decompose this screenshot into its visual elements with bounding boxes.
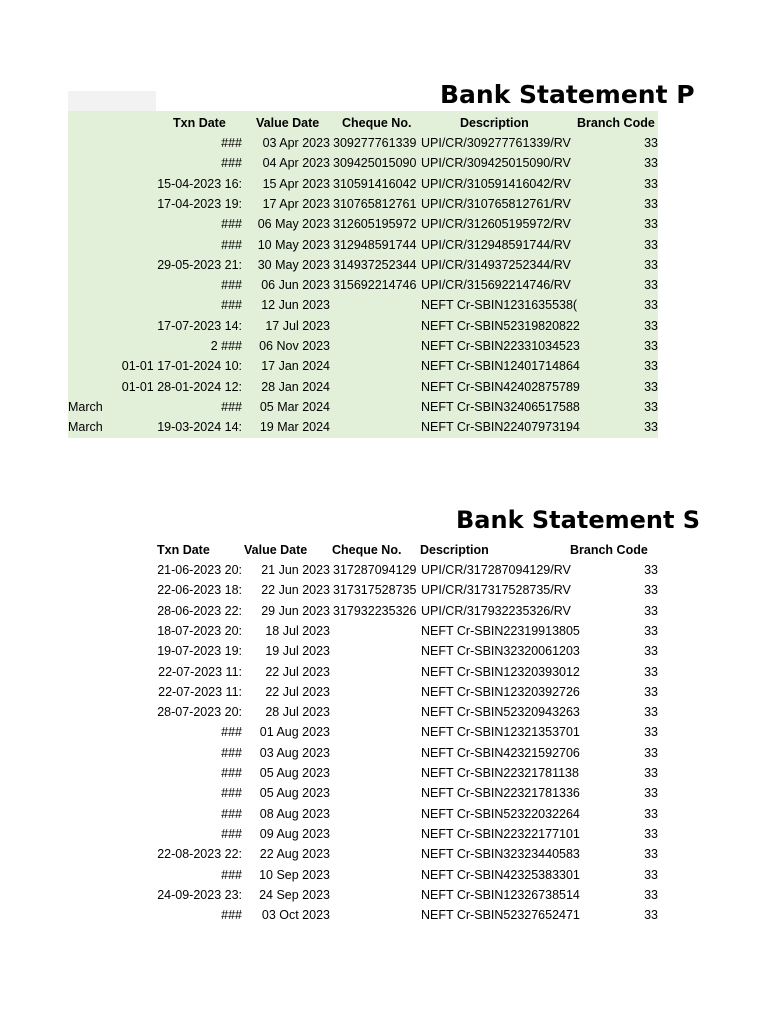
cell-branch-code: 33 [644,420,658,435]
cell-txn-date: 01-01 28-01-2024 12: [121,379,242,394]
table-row[interactable] [68,275,658,295]
table-row[interactable] [68,601,658,621]
cell-value-date: 10 Sep 2023 [259,867,330,882]
cell-value-date: 30 May 2023 [257,257,330,272]
cell-value-date: 18 Jul 2023 [265,623,330,638]
cell-value-date: 28 Jan 2024 [261,379,330,394]
cell-txn-date: ### [221,156,242,171]
cell-branch-code: 33 [644,623,658,638]
cell-description: UPI/CR/309277761339/RV [421,136,571,150]
cell-branch-code: 33 [644,136,658,150]
table-row[interactable] [68,722,658,742]
cell-branch-code: 33 [644,156,658,171]
table-row[interactable] [68,174,658,194]
cell-branch-code: 33 [644,908,658,923]
cell-txn-date: 17-04-2023 19: [157,196,242,211]
cell-value-date: 24 Sep 2023 [259,887,330,902]
table-row[interactable] [68,356,658,376]
cell-description: UPI/CR/317932235326/RV [421,603,571,618]
cell-value-date: 01 Aug 2023 [259,725,330,740]
cell-branch-code: 33 [644,745,658,760]
cell-description: NEFT Cr-SBIN52322032264 [421,806,580,821]
section-title: Bank Statement S [456,506,701,534]
table-row[interactable] [68,763,658,783]
cell-branch-code: 33 [644,867,658,882]
cell-value-date: 17 Jan 2024 [261,359,330,374]
table-row[interactable] [68,743,658,763]
table-row[interactable] [68,560,658,580]
cell-txn-date: 2 ### [210,339,242,353]
cell-branch-code: 33 [644,766,658,780]
cell-description: NEFT Cr-SBIN22322177101 [421,826,580,841]
cell-txn-date: 15-04-2023 16: [157,176,242,191]
table-row[interactable] [68,397,658,417]
cell-branch-code: 33 [644,644,658,659]
table-row[interactable] [68,417,658,437]
cell-branch-code: 33 [644,359,658,374]
cell-txn-date: 28-07-2023 20: [157,705,242,720]
cell-txn-date: 24-09-2023 23: [157,887,242,902]
cell-txn-date: 22-06-2023 18: [157,583,242,598]
cell-value-date: 06 Nov 2023 [259,339,330,353]
cell-value-date: 05 Mar 2024 [259,399,330,414]
cell-branch-code: 33 [644,379,658,394]
cell-label: March [68,420,103,435]
cell-description: NEFT Cr-SBIN42321592706 [421,745,580,760]
cell-branch-code: 33 [644,298,658,313]
cell-branch-code: 33 [644,806,658,821]
cell-txn-date: ### [221,237,242,252]
table-row[interactable] [68,316,658,336]
table-row[interactable] [68,214,658,234]
table-row[interactable] [68,865,658,885]
cell-value-date: 03 Oct 2023 [261,908,330,923]
cell-branch-code: 33 [644,318,658,333]
cell-value-date: 09 Aug 2023 [259,826,330,841]
cell-branch-code: 33 [644,705,658,720]
cell-value-date: 05 Aug 2023 [259,786,330,801]
cell-value-date: 17 Apr 2023 [262,196,330,211]
cell-value-date: 22 Jun 2023 [261,583,330,598]
table-row[interactable] [68,621,658,641]
cell-txn-date: 22-07-2023 11: [158,664,242,679]
cell-description: UPI/CR/312948591744/RV [421,237,571,252]
cell-value-date: 29 Jun 2023 [261,603,330,618]
cell-txn-date: 22-08-2023 22: [157,847,242,862]
table-row[interactable] [68,336,658,356]
table-row[interactable] [68,255,658,275]
cell-branch-code: 33 [644,196,658,211]
cell-description: NEFT Cr-SBIN52319820822 [421,318,580,333]
cell-cheque-no: 317932235326 [333,603,417,618]
cell-value-date: 28 Jul 2023 [265,705,330,720]
header-cheque-no: Cheque No. [342,116,412,130]
cell-description: NEFT Cr-SBIN22321781138 [421,766,579,780]
cell-description: UPI/CR/309425015090/RV [421,156,571,171]
cell-label: March [68,399,103,414]
cell-txn-date: 21-06-2023 20: [157,563,242,577]
cell-branch-code: 33 [644,887,658,902]
cell-txn-date: ### [221,745,242,760]
section-title: Bank Statement P [440,80,695,109]
cell-value-date: 21 Jun 2023 [261,563,330,577]
cell-description: UPI/CR/314937252344/RV [421,257,571,272]
cell-txn-date: ### [221,136,242,150]
table-row[interactable] [68,783,658,803]
cell-txn-date: 29-05-2023 21: [157,257,242,272]
cell-txn-date: ### [221,217,242,232]
header-description: Description [420,543,489,557]
cell-txn-date: ### [221,908,242,923]
table-row[interactable] [68,804,658,824]
cell-value-date: 06 May 2023 [257,217,330,232]
cell-txn-date: 19-07-2023 19: [157,644,242,659]
cell-txn-date: ### [221,399,242,414]
cell-value-date: 19 Mar 2024 [259,420,330,435]
cell-value-date: 06 Jun 2023 [261,278,330,293]
cell-value-date: 08 Aug 2023 [259,806,330,821]
cell-description: UPI/CR/312605195972/RV [421,217,571,232]
cell-value-date: 03 Apr 2023 [262,136,330,150]
cell-description: NEFT Cr-SBIN32320061203 [421,644,580,659]
table-row[interactable] [68,153,658,173]
cell-branch-code: 33 [644,725,658,740]
cell-txn-date: ### [221,786,242,801]
cell-description: NEFT Cr-SBIN52327652471 [421,908,580,923]
cell-value-date: 22 Jul 2023 [265,684,330,699]
cell-description: NEFT Cr-SBIN32406517588 [421,399,580,414]
cell-branch-code: 33 [644,278,658,293]
cell-description: NEFT Cr-SBIN42325383301 [421,867,580,882]
cell-description: UPI/CR/315692214746/RV [421,278,571,293]
table-row[interactable] [68,824,658,844]
table-row[interactable] [68,885,658,905]
header-value-date: Value Date [244,543,308,557]
table-row[interactable] [68,377,658,397]
cell-branch-code: 33 [644,237,658,252]
cell-description: NEFT Cr-SBIN12326738514 [421,887,580,902]
table-row[interactable] [68,580,658,600]
cell-txn-date: ### [221,278,242,293]
cell-branch-code: 33 [644,847,658,862]
cell-value-date: 17 Jul 2023 [265,318,330,333]
cell-cheque-no: 317287094129 [333,563,417,577]
cell-txn-date: 22-07-2023 11: [158,684,242,699]
header-value-date: Value Date [256,116,320,130]
cell-description: UPI/CR/317287094129/RV [421,563,571,577]
table-row[interactable] [68,295,658,315]
cell-txn-date: ### [221,298,242,313]
cell-cheque-no: 312605195972 [333,217,417,232]
header-branch-code: Branch Code [577,116,655,130]
cell-value-date: 04 Apr 2023 [262,156,330,171]
table-row[interactable] [68,844,658,864]
table-header [68,113,658,133]
header-cheque-no: Cheque No. [332,543,402,557]
cell-description: NEFT Cr-SBIN12320392726 [421,684,580,699]
table-header [68,540,658,560]
cell-value-date: 05 Aug 2023 [259,766,330,780]
cell-cheque-no: 309425015090 [333,156,417,171]
cell-branch-code: 33 [644,786,658,801]
header-txn-date: Txn Date [173,116,226,130]
cell-txn-date: ### [221,766,242,780]
cell-description: NEFT Cr-SBIN22319913805 [421,623,580,638]
cell-txn-date: 19-03-2024 14: [157,420,242,435]
cell-cheque-no: 314937252344 [333,257,417,272]
cell-description: NEFT Cr-SBIN52320943263 [421,705,580,720]
cell-description: NEFT Cr-SBIN42402875789 [421,379,580,394]
cell-branch-code: 33 [644,399,658,414]
table-row[interactable] [68,905,658,925]
table-row[interactable] [68,662,658,682]
header-description: Description [460,116,529,130]
header-branch-code: Branch Code [570,543,648,557]
table-row[interactable] [68,133,658,153]
cell-description: NEFT Cr-SBIN22407973194 [421,420,580,435]
cell-branch-code: 33 [644,257,658,272]
cell-txn-date: 28-06-2023 22: [157,603,242,618]
cell-txn-date: ### [221,725,242,740]
cell-branch-code: 33 [644,563,658,577]
cell-branch-code: 33 [644,583,658,598]
cell-branch-code: 33 [644,603,658,618]
cell-branch-code: 33 [644,217,658,232]
cell-cheque-no: 309277761339 [333,136,417,150]
cell-description: NEFT Cr-SBIN32323440583 [421,847,580,862]
cell-branch-code: 33 [644,176,658,191]
cell-branch-code: 33 [644,826,658,841]
cell-value-date: 10 May 2023 [257,237,330,252]
table-row[interactable] [68,682,658,702]
cell-cheque-no: 315692214746 [333,278,417,293]
cell-branch-code: 33 [644,684,658,699]
table-row[interactable] [68,641,658,661]
cell-value-date: 15 Apr 2023 [262,176,330,191]
cell-description: NEFT Cr-SBIN12401714864 [421,359,580,374]
cell-description: NEFT Cr-SBIN22331034523 [421,339,580,353]
cell-cheque-no: 310765812761 [333,196,417,211]
cell-txn-date: ### [221,867,242,882]
empty-cell [68,91,156,111]
table-row[interactable] [68,194,658,214]
cell-cheque-no: 312948591744 [333,237,417,252]
cell-description: NEFT Cr-SBIN12321353701 [421,725,580,740]
cell-txn-date: ### [221,806,242,821]
cell-description: NEFT Cr-SBIN22321781336 [421,786,580,801]
cell-cheque-no: 317317528735 [333,583,417,598]
cell-description: NEFT Cr-SBIN1231635538( [421,298,578,313]
cell-cheque-no: 310591416042 [333,176,417,191]
table-row[interactable] [68,702,658,722]
header-txn-date: Txn Date [157,543,210,557]
cell-description: UPI/CR/317317528735/RV [421,583,571,598]
cell-description: UPI/CR/310591416042/RV [421,176,571,191]
cell-branch-code: 33 [644,664,658,679]
cell-value-date: 12 Jun 2023 [261,298,330,313]
cell-txn-date: 17-07-2023 14: [157,318,242,333]
cell-branch-code: 33 [644,339,658,353]
cell-value-date: 19 Jul 2023 [265,644,330,659]
cell-value-date: 22 Aug 2023 [259,847,330,862]
cell-description: NEFT Cr-SBIN12320393012 [421,664,580,679]
cell-txn-date: ### [221,826,242,841]
cell-description: UPI/CR/310765812761/RV [421,196,571,211]
cell-value-date: 03 Aug 2023 [259,745,330,760]
table-row[interactable] [68,235,658,255]
cell-txn-date: 01-01 17-01-2024 10: [121,359,242,374]
cell-txn-date: 18-07-2023 20: [157,623,242,638]
cell-value-date: 22 Jul 2023 [265,664,330,679]
